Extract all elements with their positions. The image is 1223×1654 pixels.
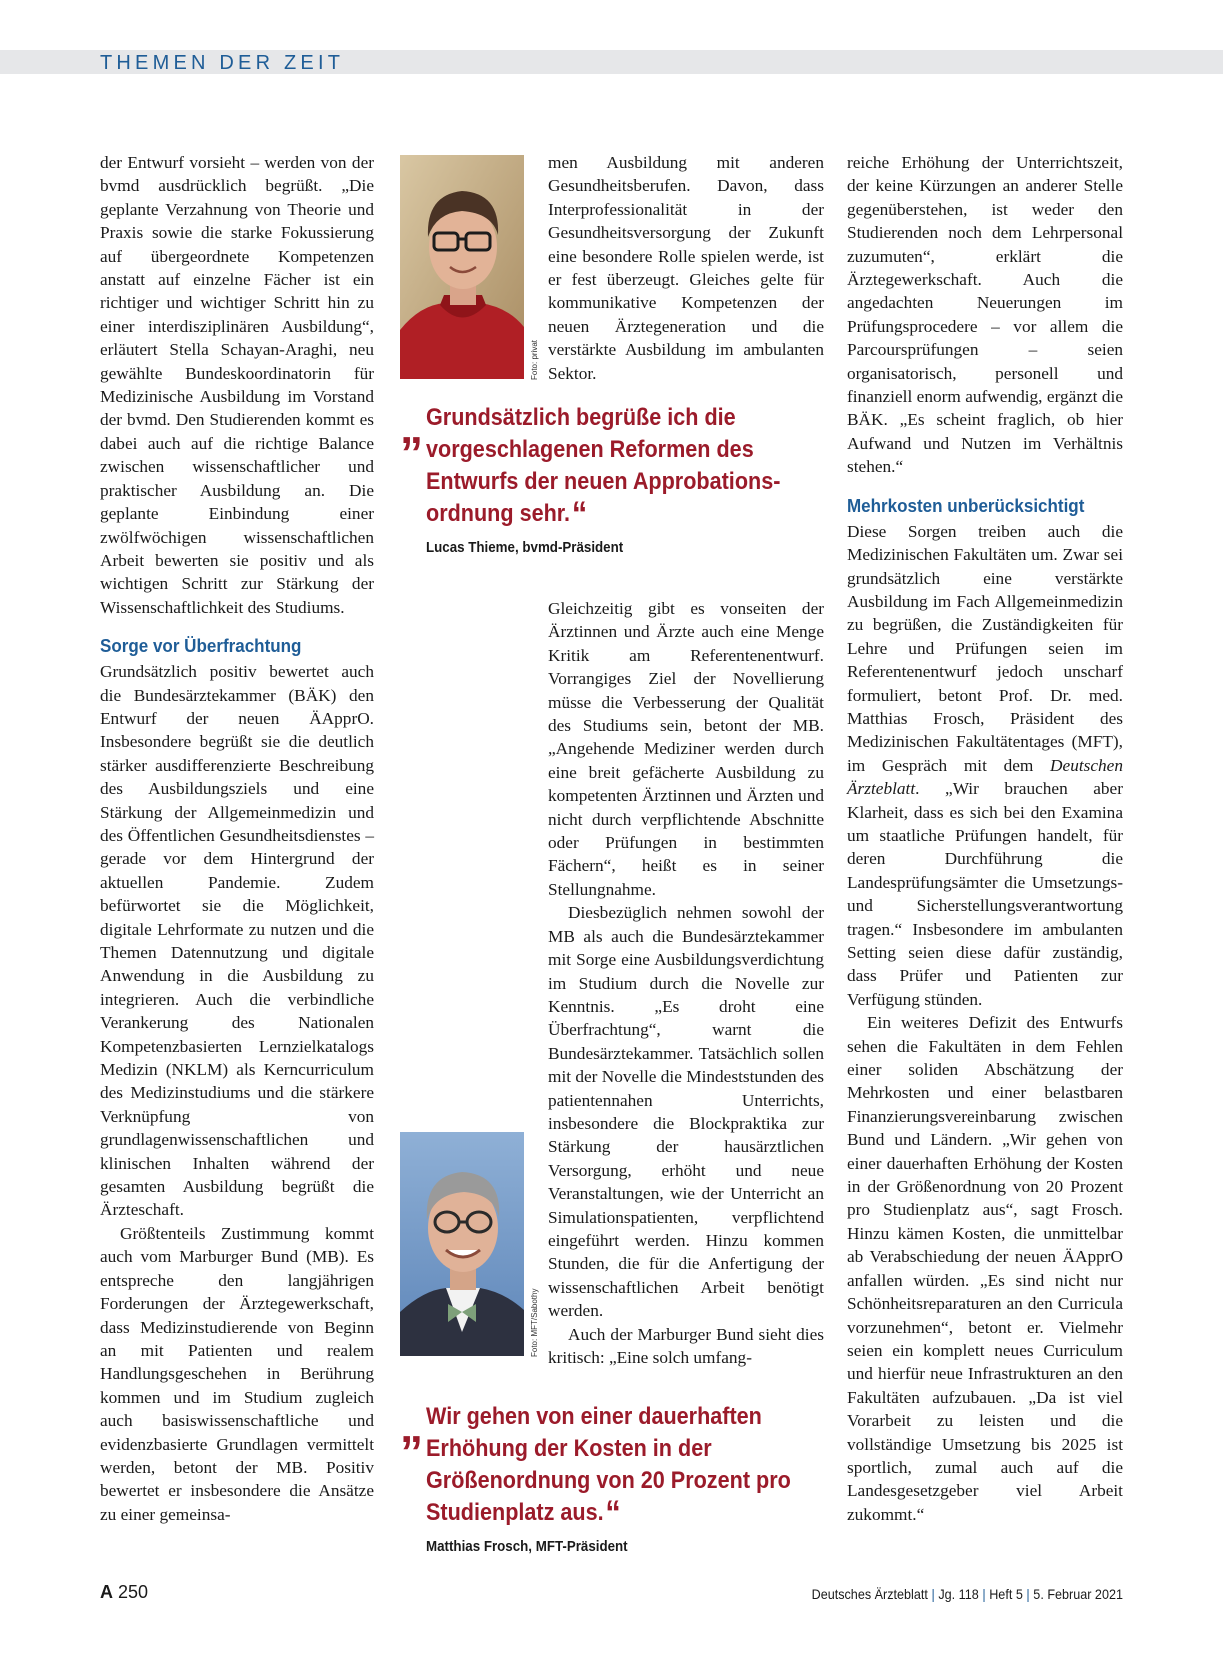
quote-open-mark: „	[400, 1400, 423, 1452]
article-column-1	[100, 151, 374, 1526]
journal-title: Deutsches Ärzteblatt	[811, 1586, 928, 1602]
quote-close-mark: “	[571, 495, 588, 533]
article-column-3	[847, 151, 1123, 1526]
portrait-older-man-image	[400, 1132, 524, 1356]
separator: |	[931, 1586, 935, 1602]
paragraph-text: Diese Sorgen treiben auch die Medizinischen Fakultäten um. Zwar sei grundsätzlich eine verstärkte Ausbildung im Fach Allgemeinmedizin zu begrüßen, die Zuständigkeiten für Lehre und Prüfungen seien im Referentenentwurf jedoch unscharf formuliert, betont Prof. Dr. med. Matthias Frosch, Präsident des Medizinischen Fakultätentages (MFT), im Gespräch mit dem	[847, 521, 1123, 775]
paragraph: Größtenteils Zustimmung kommt auch vom Marburger Bund (MB). Es entspreche den langjährigen Forderungen der Ärztegewerkschaft, dass Medizinstudierende von Beginn an mit Patienten und realem Handlungsgeschehen in Berührung kommen und im Studium zugleich auch basiswissenschaftliche und evidenzbasierte Grundlagen vermittelt werden, betont der MB. Positiv bewertet er insbesondere die Ansätze zu einer gemeinsa-	[100, 1223, 374, 1524]
quote-close-mark: “	[605, 1494, 621, 1532]
page-letter: A	[100, 1582, 113, 1602]
journal-date: 5. Februar 2021	[1033, 1586, 1123, 1602]
journal-issue: Heft 5	[989, 1586, 1023, 1602]
article-column-2-top	[548, 151, 824, 385]
paragraph: reiche Erhöhung der Unterrichtszeit, der keine Kürzungen an anderer Stelle gegenüberstehen, ist weder den Studierenden noch dem Lehrpersonal zuzumuten“, erklärt die Ärztegewerkschaft. Auch die angedachten Neuerungen im Prüfungsprocedere – vor allem die Parcoursprüfungen – seien organisatorisch, personell und finanziell enorm aufwendig, ergänzt die BÄK. „Es scheint fraglich, ob hier Aufwand und Nutzen im Verhältnis stehen.“	[847, 153, 1123, 477]
paragraph: Gleichzeitig gibt es vonseiten der Ärztinnen und Ärzte auch eine Menge Kritik am Referentenentwurf. Vorrangiges Ziel der Novellierung müsse die Verbesserung der Qualität des Studiums sein, betont der MB. „Angehende Mediziner werden durch eine breit gefächerte Ausbildung zu kompetenten Ärztinnen und Ärzten und nicht durch verpflichtende Abschnitte oder Prüfungen in bestimmten Fächern“, heißt es in seiner Stellungnahme.	[548, 599, 824, 899]
separator: |	[982, 1586, 986, 1602]
journal-name-italic: Deutschen Ärzteblatt	[847, 755, 1123, 799]
journal-volume: Jg. 118	[938, 1586, 979, 1602]
portrait-young-man-image	[400, 155, 524, 379]
section-title: THEMEN DER ZEIT	[100, 52, 345, 74]
photo-credit: Foto: MFT/Sabothy	[530, 1288, 539, 1357]
subheading: Mehrkosten unberücksichtigt	[847, 494, 1085, 516]
paragraph: Ein weiteres Defizit des Entwurfs sehen die Fakultäten in dem Fehlen einer soliden Abschätzung der Mehrkosten und einer belastbaren Finanzierungsvereinbarung zwischen Bund und Ländern. „Wir gehen von einer dauerhaften Erhöhung der Kosten in der Größenordnung von 20 Prozent pro Studienplatz aus“, sagt Frosch. Hinzu kämen Kosten, die unmittelbar ab Verabschiedung der neuen ÄApprO anfallen würden. „Es sind nicht nur Schönheitsreparaturen an den Curricula vorzunehmen“, betont er. Vielmehr seien ein komplett neues Curriculum und hierfür neue Infrastrukturen an den Fakultäten aufzubauen. „Da ist viel Vorarbeit zu leisten und die vollständige Umsetzung bis 2025 ist sportlich, zumal auch auf die Landesgesetzgeber viel Arbeit zukommt.“	[847, 1013, 1123, 1524]
page-number-value: 250	[118, 1582, 149, 1602]
subheading: Sorge vor Überfrachtung	[100, 635, 302, 657]
paragraph: Diesbezüglich nehmen sowohl der MB als auch die Bundesärztekammer mit Sorge eine Ausbildungsverdichtung im Studium durch die Novelle zur Kenntnis. „Es droht eine Überfrachtung“, warnt die Bundesärztekammer. Tatsächlich sollen mit der Novelle die Mindeststunden des patientennahen Unterrichts, insbesondere die Blockpraktika zur Stärkung der hausärztlichen Versorgung, erhöht und neue Veranstaltungen, wie der Unterricht an Simulationspatienten, verpflichtend eingeführt werden. Hinzu kommen Stunden, die für die Anfertigung der wissenschaftlichen Arbeit benötigt werden.	[548, 903, 824, 1321]
portrait-photo-matthias-frosch	[400, 1132, 524, 1356]
paragraph: der Entwurf vorsieht – werden von der bvmd ausdrücklich begrüßt. „Die geplante Verzahnung von Theorie und Praxis sowie die starke Fokussierung auf übergeordnete Kompetenzen anstatt auf einzelne Fächer ist ein richtiger und wichtiger Schritt hin zu einer interdisziplinären Ausbildung“, erläutert Stella Schayan-Araghi, neu gewählte Bundeskoordinatorin für Medizinische Ausbildung im Vorstand der bvmd. Den Studierenden kommt es dabei auch auf die richtige Balance zwischen wissenschaftlicher und praktischer Ausbildung an. Die geplante Einbindung einer zwölfwöchigen wissenschaftlichen Arbeit bewerten sie positiv und als wichtigen Schritt zur Stärkung der Wissenschaftlichkeit des Studiums.	[100, 153, 374, 617]
quote-text-body: Grundsätzlich begrüße ich die vorgeschlagenen Reformen des Entwurfs der neuen Approbationsordnung sehr.	[426, 404, 781, 527]
photo-credit: Foto: privat	[530, 339, 539, 380]
paragraph	[847, 520, 1123, 1012]
pull-quote-2	[400, 1401, 820, 1555]
portrait-photo-lucas-thieme	[400, 155, 524, 379]
quote-text	[426, 1401, 822, 1532]
separator: |	[1026, 1586, 1030, 1602]
paragraph-text: . „Wir brauchen aber Klarheit, dass es sich bei den Examina um staatliche Prüfungen handelt, für deren Durchführung die Landesprüfungsämter die Umsetzungs- und Sicherstellungsverantwortung tragen.“ Insbesondere im ambulanten Setting seien diese dafür zuständig, dass Prüfer und Patienten zur Verfügung stünden.	[847, 779, 1123, 1009]
paragraph: Grundsätzlich positiv bewertet auch die Bundesärztekammer (BÄK) den Entwurf der neuen ÄApprO. Insbesondere begrüßt sie die deutlich stärker ausdifferenzierte Beschreibung des Ausbildungsziels und eine Stärkung der Allgemeinmedizin und des Öffentlichen Gesundheitsdienstes – gerade vor dem Hintergrund der aktuellen Pandemie. Zudem befürwortet sie die Möglichkeit, digitale Lehrformate zu nutzen und die Themen Datennutzung und digitale Anwendung in die Ausbildung zu integrieren. Auch die verbindliche Verankerung des Nationalen Kompetenzbasierten Lernzielkatalogs Medizin (NKLM) als Kerncurriculum des Medizinstudiums und die stärkere Verknüpfung von grundlagenwissenschaftlichen und klinischen Inhalten während der gesamten Ausbildung begrüßt die Ärzteschaft.	[100, 662, 374, 1220]
paragraph: Auch der Marburger Bund sieht dies kritisch: „Eine solch umfang-	[548, 1324, 824, 1367]
journal-citation	[812, 1586, 1123, 1602]
quote-author: Matthias Frosch, MFT-Präsident	[426, 1539, 628, 1555]
quote-text	[426, 402, 822, 533]
quote-text-body: Wir gehen von einer dauerhaften Erhöhung der Kosten in der Größenordnung von 20 Prozent pro Studienplatz aus.	[426, 1403, 791, 1526]
quote-author: Lucas Thieme, bvmd-Präsident	[426, 540, 624, 556]
article-column-2-bottom	[548, 597, 824, 1369]
page-number	[100, 1582, 148, 1603]
quote-open-mark: „	[400, 401, 423, 453]
paragraph: men Ausbildung mit anderen Gesundheitsberufen. Davon, dass Interprofessionalität in der Gesundheitsversorgung der Zukunft eine besondere Rolle spielen werde, ist er fest überzeugt. Gleiches gelte für kommunikative Kompetenzen der neuen Ärztegeneration und die verstärkte Ausbildung im ambulanten Sektor.	[548, 153, 824, 383]
pull-quote-1	[400, 402, 820, 556]
